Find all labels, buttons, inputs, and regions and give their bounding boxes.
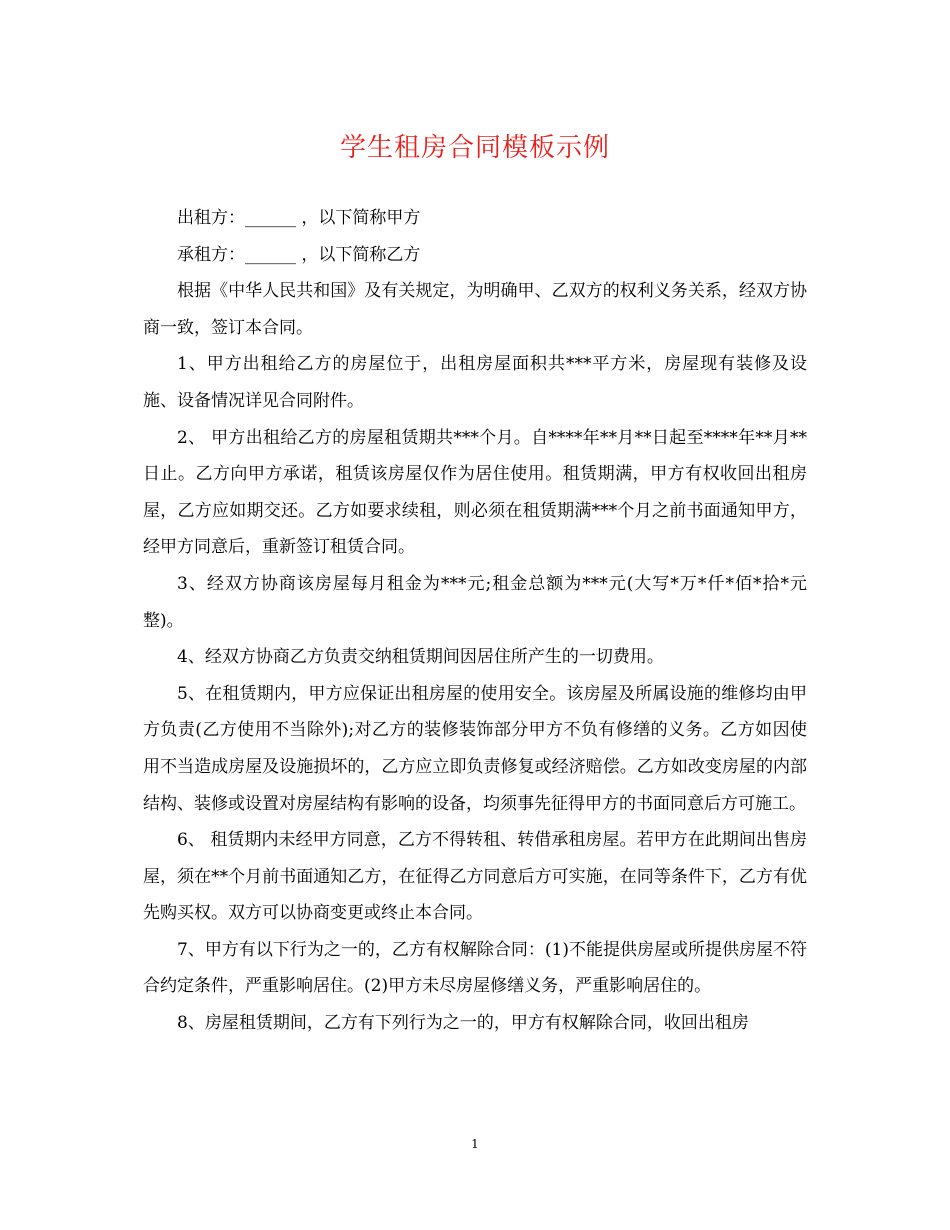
clause-8: 8、房屋租赁期间，乙方有下列行为之一的，甲方有权解除合同，收回出租房 (177, 1013, 749, 1034)
preamble-paragraph: 根据《中华人民共和国》及有关规定，为明确甲、乙双方的权利义务关系，经双方协商一致，签订本合同。 (143, 281, 807, 338)
clause-6: 6、 租赁期内未经甲方同意，乙方不得转租、转借承租房屋。若甲方在此期间出售房屋，须在**个月前书面通知乙方，在征得乙方同意后方可实施，在同等条件下，乙方有优先购买权。双方可以协商变更或终止本合同。 (143, 830, 807, 924)
clause-2: 2、 甲方出租给乙方的房屋租赁期共***个月。自****年**月**日起至****年**月**日止。乙方向甲方承诺，租赁该房屋仅作为居住使用。租赁期满，甲方有权收回出租房屋，乙方应如期交还。乙方如要求续租，则必须在租赁期满***个月之前书面通知甲方，经甲方同意后，重新签订租赁合同。 (143, 427, 807, 558)
page-number: 1 (471, 1137, 479, 1151)
clause-7: 7、甲方有以下行为之一的，乙方有权解除合同：(1)不能提供房屋或所提供房屋不符合约定条件，严重影响居住。(2)甲方未尽房屋修缮义务，严重影响居住的。 (143, 939, 807, 997)
document-title: 学生租房合同模板示例 (339, 133, 610, 163)
lessor-line: 出租方：______ ，以下简称甲方 (177, 208, 421, 228)
lessee-line: 承租方：______ ，以下简称乙方 (177, 244, 421, 265)
document-body (143, 200, 807, 1042)
clause-3: 3、经双方协商该房屋每月租金为***元;租金总额为***元(大写*万*仟*佰*拾*元整)。 (143, 573, 807, 631)
clause-5: 5、在租赁期内，甲方应保证出租房屋的使用安全。该房屋及所属设施的维修均由甲方负责(乙方使用不当除外);对乙方的装修装饰部分甲方不负有修缮的义务。乙方如因使用不当造成房屋及设施损坏的，乙方应立即负责修复或经济赔偿。乙方如改变房屋的内部结构、装修或设置对房屋结构有影响的设备，均须事先征得甲方的书面同意后方可施工。 (143, 683, 807, 814)
clause-1: 1、甲方出租给乙方的房屋位于，出租房屋面积共***平方米，房屋现有装修及设施、设备情况详见合同附件。 (143, 354, 807, 411)
clause-4: 4、经双方协商乙方负责交纳租赁期间因居住所产生的一切费用。 (177, 647, 664, 668)
